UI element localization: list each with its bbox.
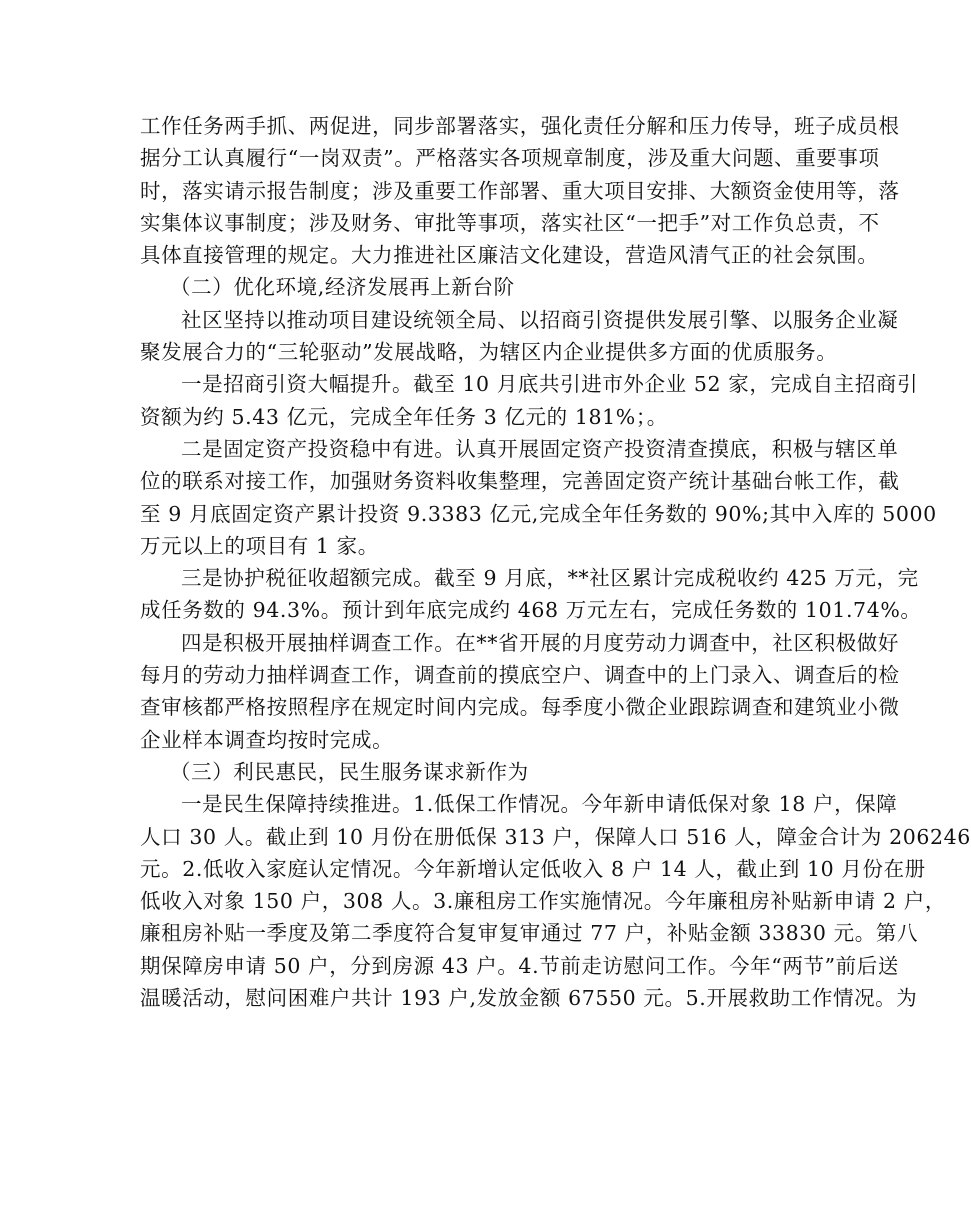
text-line: 人口 30 人。截止到 10 月份在册低保 313 户，保障人口 516 人，障金合计为 206246 (140, 824, 971, 849)
text-line: 一是民生保障持续推进。1.低保工作情况。今年新申请低保对象 18 户，保障 (181, 792, 898, 817)
text-line: 三是协护税征收超额完成。截至 9 月底，**社区累计完成税收约 425 万元，完 (181, 566, 919, 591)
text-line: 一是招商引资大幅提升。截至 10 月底共引进市外企业 52 家，完成自主招商引 (181, 372, 919, 397)
text-line: 低收入对象 150 户，308 人。3.廉租房工作实施情况。今年廉租房补贴新申请 2 户， (140, 889, 946, 914)
text-line: 查审核都严格按照程序在规定时间内完成。每季度小微企业跟踪调查和建筑业小微 (140, 695, 900, 720)
text-line: 至 9 月底固定资产累计投资 9.3383 亿元,完成全年任务数的 90%;其中入库的 5000 (140, 501, 937, 526)
text-line: 实集体议事制度；涉及财务、审批等事项，落实社区“一把手”对工作负总责，不 (140, 210, 880, 235)
text-line: 聚发展合力的“三轮驱动”发展战略，为辖区内企业提供多方面的优质服务。 (140, 340, 838, 365)
text-line: 成任务数的 94.3%。预计到年底完成约 468 万元左右，完成任务数的 101.74%。 (140, 598, 922, 623)
document-body (140, 110, 971, 1014)
text-line: 具体直接管理的规定。大力推进社区廉洁文化建设，营造风清气正的社会氛围。 (140, 243, 879, 268)
text-line: 资额为约 5.43 亿元，完成全年任务 3 亿元的 181%；。 (140, 404, 668, 429)
text-line: 四是积极开展抽样调查工作。在**省开展的月度劳动力调查中，社区积极做好 (181, 630, 899, 655)
text-line: 廉租房补贴一季度及第二季度符合复审复审通过 77 户，补贴金额 33830 元。第八 (140, 921, 919, 946)
text-line: 据分工认真履行“一岗双责”。严格落实各项规章制度，涉及重大问题、重要事项 (140, 146, 880, 171)
text-line: 每月的劳动力抽样调查工作，调查前的摸底空户、调查中的上门录入、调查后的检 (140, 663, 900, 688)
text-line: 万元以上的项目有 1 家。 (140, 533, 379, 558)
text-line: 工作任务两手抓、两促进，同步部署落实，强化责任分解和压力传导，班子成员根 (140, 114, 900, 138)
section-heading: （二）优化环境,经济发展再上新台阶 (170, 275, 515, 300)
section-heading: （三）利民惠民，民生服务谋求新作为 (170, 759, 529, 784)
text-line: 元。2.低收入家庭认定情况。今年新增认定低收入 8 户 14 人，截止到 10 月份在册 (140, 856, 926, 881)
text-line: 社区坚持以推动项目建设统领全局、以招商引资提供发展引擎、以服务企业凝 (181, 307, 899, 332)
text-line: 期保障房申请 50 户，分到房源 43 户。4.节前走访慰问工作。今年“两节”前后送 (140, 953, 899, 978)
text-line: 二是固定资产投资稳中有进。认真开展固定资产投资清查摸底，积极与辖区单 (181, 436, 899, 461)
text-line: 温暖活动，慰问困难户共计 193 户,发放金额 67550 元。5.开展救助工作情况。为 (140, 986, 918, 1011)
text-line: 时，落实请示报告制度；涉及重要工作部署、重大项目安排、大额资金使用等，落 (140, 178, 900, 203)
text-line: 企业样本调查均按时完成。 (140, 727, 394, 752)
text-line: 位的联系对接工作，加强财务资料收集整理，完善固定资产统计基础台帐工作，截 (140, 469, 900, 494)
